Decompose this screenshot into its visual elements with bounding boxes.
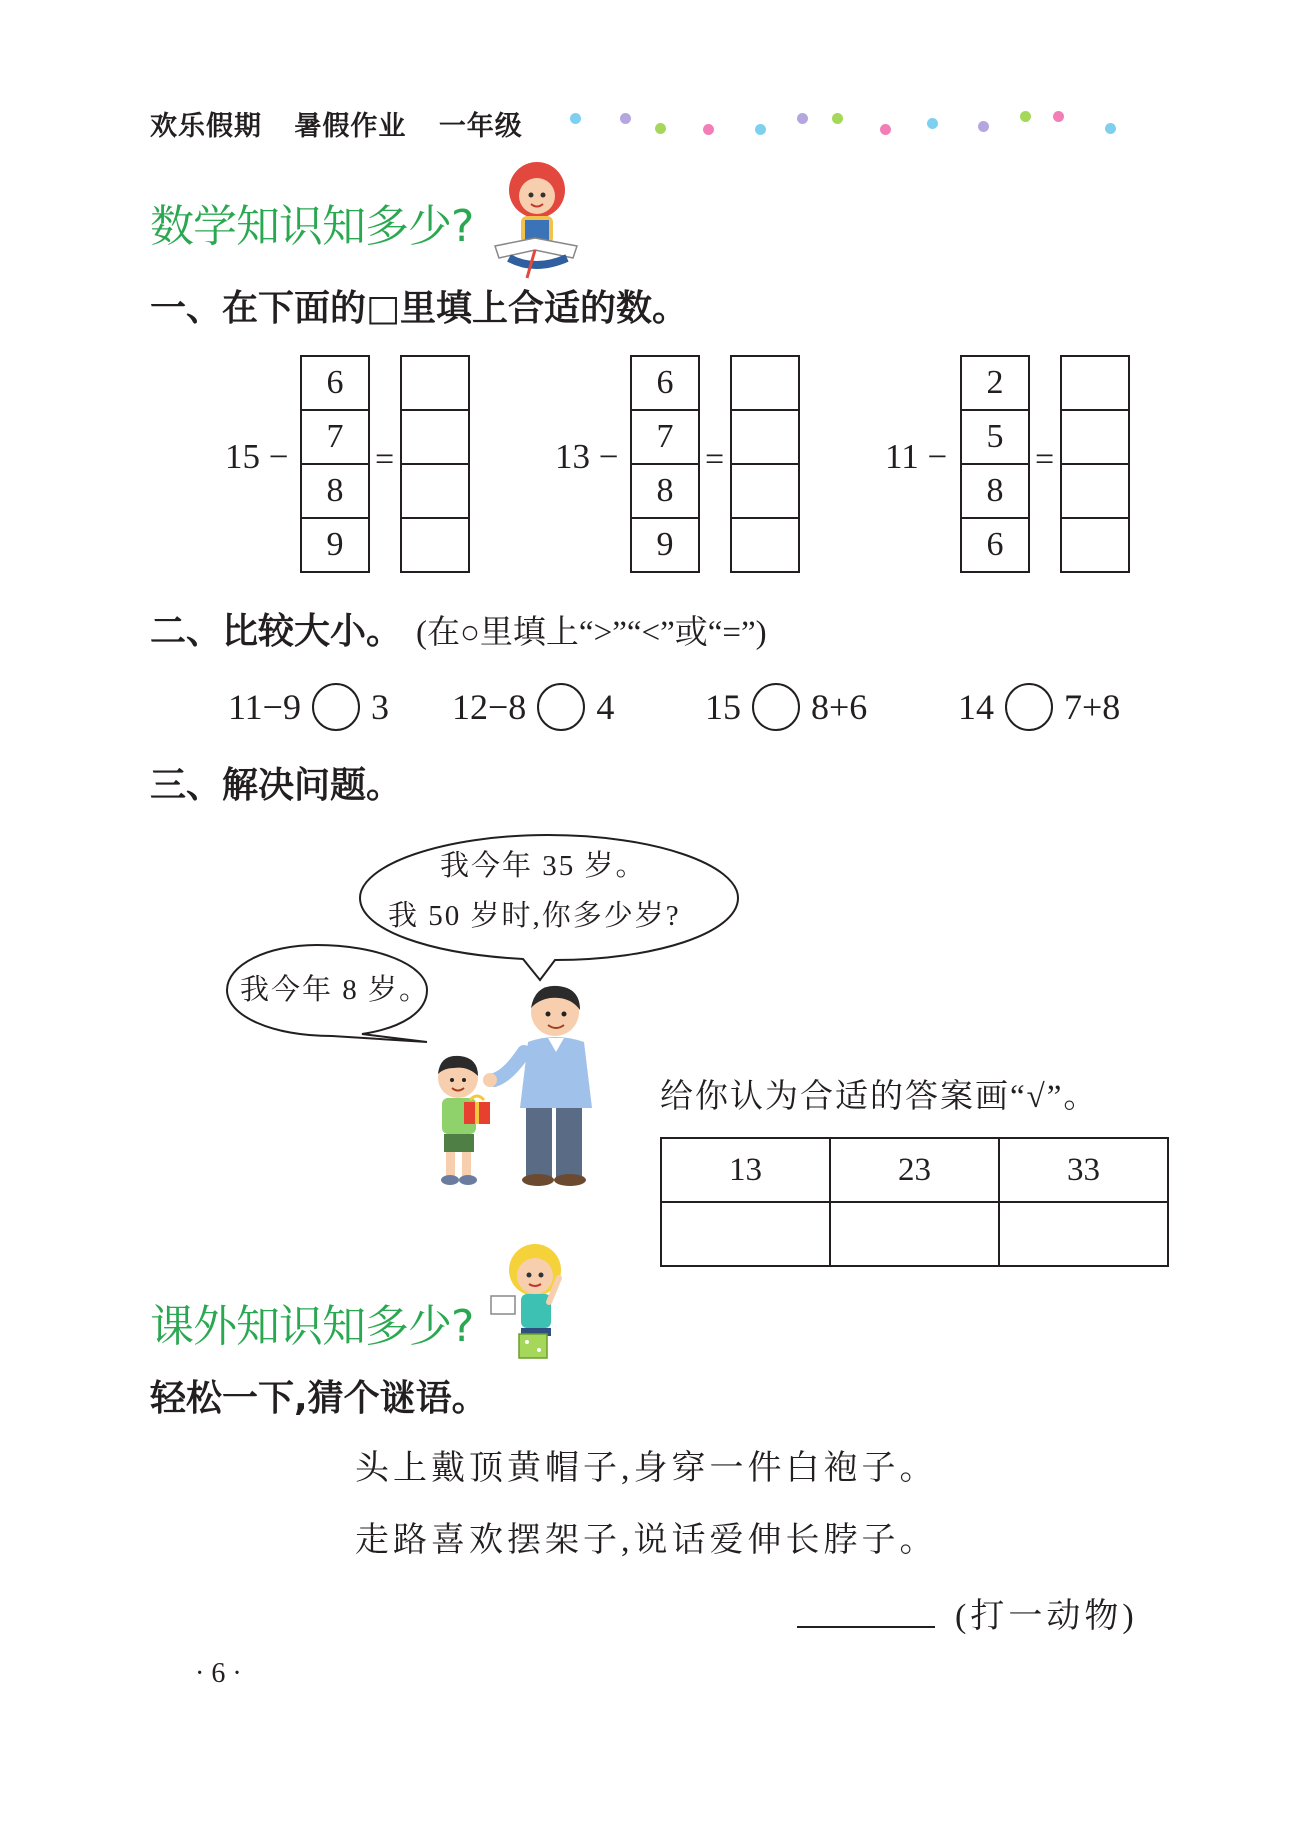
subtrahend-cell: 9 <box>656 526 674 563</box>
boy-reading-illustration <box>485 150 585 280</box>
subtraction-group-2 <box>555 355 835 575</box>
minuend: 15 − <box>225 437 289 476</box>
check-row <box>661 1202 1168 1266</box>
minuend: 11 − <box>885 437 948 476</box>
answer-option: 33 <box>999 1138 1168 1202</box>
page-number: · 6 · <box>195 1658 242 1689</box>
check-cell[interactable] <box>830 1202 999 1266</box>
answer-column <box>400 355 470 573</box>
compare-left: 11−9 <box>228 687 301 727</box>
compare-circle[interactable] <box>752 683 800 731</box>
equals-sign: = <box>1035 441 1055 478</box>
subtrahend-cell: 5 <box>962 411 1028 465</box>
father-speech-line-2: 我 50 岁时,你多少岁? <box>388 900 681 932</box>
compare-item <box>452 683 614 731</box>
answer-box[interactable] <box>1062 519 1128 571</box>
compare-item <box>705 683 867 731</box>
answer-option: 13 <box>661 1138 830 1202</box>
answer-box[interactable] <box>402 519 468 571</box>
dot <box>703 124 714 135</box>
subtrahend-cell: 8 <box>962 465 1028 519</box>
check-cell[interactable] <box>661 1202 830 1266</box>
dot <box>927 118 938 129</box>
subtrahend-cell: 8 <box>302 465 368 519</box>
answer-box[interactable] <box>402 465 468 519</box>
compare-right: 4 <box>596 687 615 727</box>
subtraction-group-3 <box>885 355 1165 575</box>
question-3-title: 三、解决问题。 <box>150 765 403 806</box>
compare-right: 3 <box>370 687 389 727</box>
compare-right: 8+6 <box>811 687 868 727</box>
compare-right: 7+8 <box>1064 687 1121 727</box>
father-and-son-illustration <box>420 980 610 1190</box>
compare-circle[interactable] <box>537 683 585 731</box>
answer-blank-line[interactable] <box>797 1626 935 1628</box>
answer-instruction: 给你认为合适的答案画“√”。 <box>660 1079 1099 1115</box>
question-2-note: (在○里填上“>”“<”或“=”) <box>416 615 767 651</box>
compare-circle[interactable] <box>1005 683 1053 731</box>
header-title: 欢乐假期 <box>150 111 262 142</box>
answer-table <box>660 1137 1169 1267</box>
riddle-hint: (打一动物) <box>955 1598 1138 1635</box>
answer-options-row <box>661 1138 1168 1202</box>
subtrahend-column <box>300 355 370 573</box>
subtrahend-cell: 7 <box>302 411 368 465</box>
answer-box[interactable] <box>1062 411 1128 465</box>
answer-column <box>730 355 800 573</box>
compare-left: 12−8 <box>452 687 527 727</box>
dot <box>755 124 766 135</box>
subtrahend-cell: 6 <box>632 357 698 411</box>
subtrahend-column <box>630 355 700 573</box>
dot <box>978 121 989 132</box>
dot <box>570 113 581 124</box>
dot <box>620 113 631 124</box>
dot <box>1020 111 1031 122</box>
dot <box>797 113 808 124</box>
equals-sign: = <box>705 441 725 478</box>
father-speech-line-1: 我今年 35 岁。 <box>440 850 647 882</box>
boy-sitting-illustration <box>485 1230 575 1360</box>
equals-sign: = <box>375 441 395 478</box>
subtraction-group-1 <box>225 355 505 575</box>
riddle-title: 轻松一下,猜个谜语。 <box>150 1378 488 1419</box>
answer-box[interactable] <box>732 519 798 571</box>
subtrahend-cell: 6 <box>302 357 368 411</box>
compare-left: 15 <box>705 687 741 727</box>
answer-option: 23 <box>830 1138 999 1202</box>
header-grade: 一年级 <box>438 111 523 142</box>
question-2-heading: 二、比较大小。 <box>150 611 403 652</box>
subtrahend-cell: 7 <box>632 411 698 465</box>
header-subtitle: 暑假作业 <box>294 111 407 142</box>
subtrahend-cell: 8 <box>632 465 698 519</box>
dot <box>832 113 843 124</box>
subtrahend-cell: 2 <box>962 357 1028 411</box>
compare-item <box>228 683 389 731</box>
dot <box>880 124 891 135</box>
subtrahend-cell: 9 <box>326 526 344 563</box>
answer-box[interactable] <box>1062 465 1128 519</box>
header-dots <box>0 0 1316 150</box>
answer-column <box>1060 355 1130 573</box>
son-speech-text: 我今年 8 岁。 <box>240 974 431 1006</box>
section-title-math: 数学知识知多少? <box>150 201 474 252</box>
dot <box>1105 123 1116 134</box>
section-title-extra: 课外知识知多少? <box>150 1301 474 1352</box>
question-1-title: 一、在下面的□里填上合适的数。 <box>150 288 689 329</box>
answer-box[interactable] <box>402 357 468 411</box>
answer-box[interactable] <box>732 465 798 519</box>
answer-box[interactable] <box>732 357 798 411</box>
dot <box>655 123 666 134</box>
answer-box[interactable] <box>732 411 798 465</box>
subtrahend-column <box>960 355 1030 573</box>
dot <box>1053 111 1064 122</box>
minuend: 13 − <box>555 437 619 476</box>
check-cell[interactable] <box>999 1202 1168 1266</box>
answer-box[interactable] <box>402 411 468 465</box>
answer-box[interactable] <box>1062 357 1128 411</box>
compare-left: 14 <box>958 687 994 727</box>
riddle-line-1: 头上戴顶黄帽子,身穿一件白袍子。 <box>355 1450 938 1487</box>
riddle-line-2: 走路喜欢摆架子,说话爱伸长脖子。 <box>355 1522 938 1559</box>
compare-item <box>958 683 1120 731</box>
question-2-title <box>150 603 767 654</box>
compare-circle[interactable] <box>312 683 360 731</box>
subtrahend-cell: 6 <box>986 526 1004 563</box>
